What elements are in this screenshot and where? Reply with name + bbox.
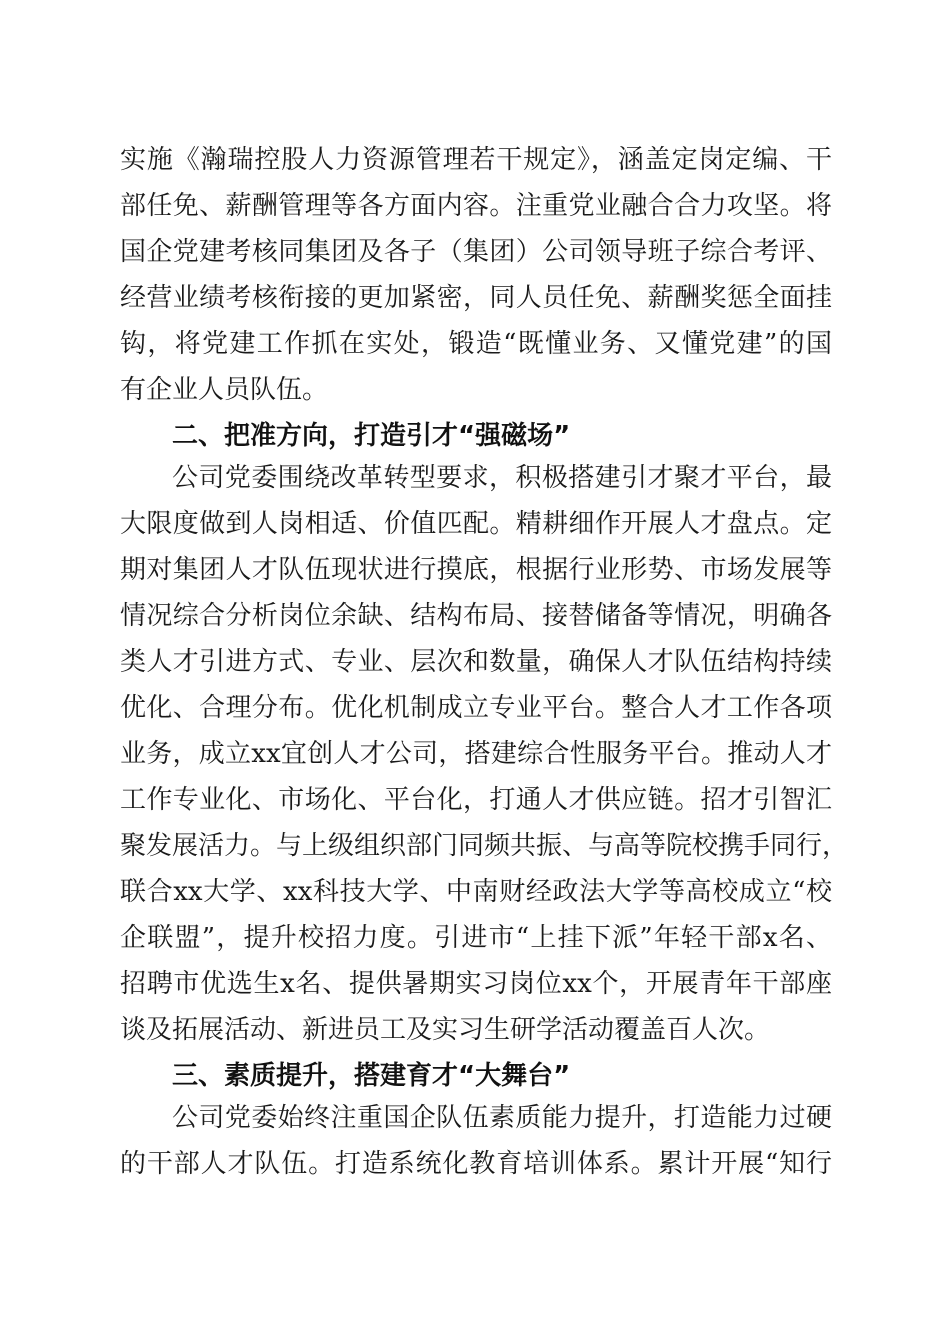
paragraph-line: 业务，成立xx宜创人才公司，搭建综合性服务平台。推动人才 [120,739,832,769]
paragraph-line: 的干部人才队伍。打造系统化教育培训体系。累计开展“知行 [120,1149,832,1179]
paragraph-line: 部任免、薪酬管理等各方面内容。注重党业融合合力攻坚。将 [120,191,832,221]
paragraph-line: 公司党委始终注重国企队伍素质能力提升，打造能力过硬 [172,1103,832,1133]
paragraph-line: 实施《瀚瑞控股人力资源管理若干规定》，涵盖定岗定编、干 [120,145,832,175]
paragraph-line: 公司党委围绕改革转型要求，积极搭建引才聚才平台，最 [172,463,832,493]
paragraph-line: 大限度做到人岗相适、价值匹配。精耕细作开展人才盘点。定 [120,509,832,539]
paragraph-line: 类人才引进方式、专业、层次和数量，确保人才队伍结构持续 [120,647,832,677]
paragraph-line: 聚发展活力。与上级组织部门同频共振、与高等院校携手同行， [120,831,849,861]
paragraph-line: 有企业人员队伍。 [120,375,329,405]
paragraph-line: 情况综合分析岗位余缺、结构布局、接替储备等情况，明确各 [120,601,832,631]
paragraph-line: 企联盟”，提升校招力度。引进市“上挂下派”年轻干部x名、 [120,923,832,953]
paragraph-line: 谈及拓展活动、新进员工及实习生研学活动覆盖百人次。 [120,1015,771,1045]
paragraph-line: 招聘市优选生x名、提供暑期实习岗位xx个，开展青年干部座 [120,969,832,999]
paragraph-line: 期对集团人才队伍现状进行摸底，根据行业形势、市场发展等 [120,555,832,585]
section-heading: 二、把准方向，打造引才“强磁场” [172,421,571,451]
paragraph-line: 国企党建考核同集团及各子（集团）公司领导班子综合考评、 [120,237,832,267]
section-heading: 三、素质提升，搭建育才“大舞台” [172,1061,571,1091]
paragraph-line: 联合xx大学、xx科技大学、中南财经政法大学等高校成立“校 [120,877,832,907]
paragraph-line: 优化、合理分布。优化机制成立专业平台。整合人才工作各项 [120,693,832,723]
paragraph-line: 工作专业化、市场化、平台化，打通人才供应链。招才引智汇 [120,785,832,815]
paragraph-line: 经营业绩考核衔接的更加紧密，同人员任免、薪酬奖惩全面挂 [120,283,832,313]
paragraph-line: 钩，将党建工作抓在实处，锻造“既懂业务、又懂党建”的国 [120,329,832,359]
